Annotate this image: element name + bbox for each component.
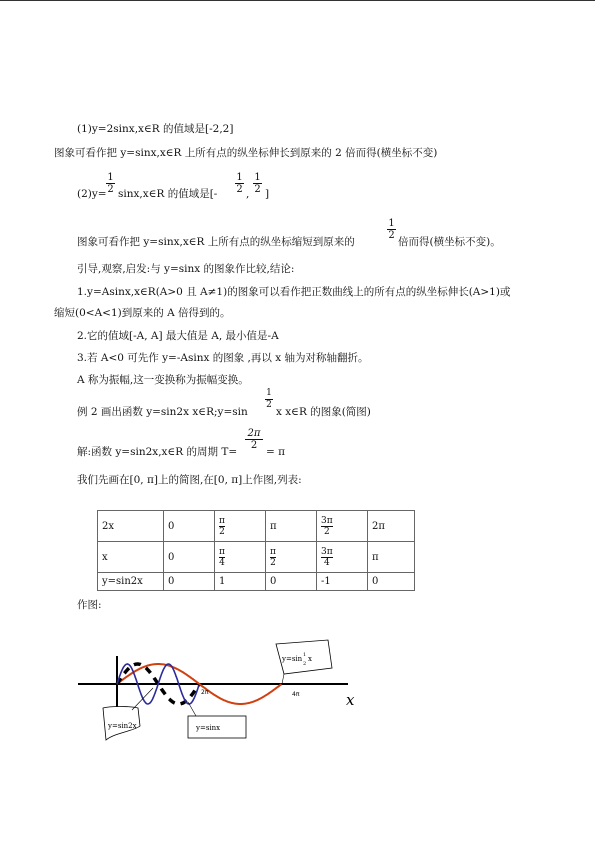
table-cell: -1 xyxy=(317,573,368,591)
line-4-suffix: 倍而得(横坐标不变)。 xyxy=(398,236,501,248)
line-3-prefix: (2)y= xyxy=(77,188,107,200)
table-cell: 2x xyxy=(98,511,164,542)
fraction-period: 2π 2 xyxy=(245,428,263,451)
table-row xyxy=(98,542,415,573)
label-sinhalf-x: x xyxy=(308,655,312,663)
callout-sinhalf-pointer xyxy=(282,674,284,684)
fraction-half-pos: 1 2 xyxy=(254,172,261,195)
line-3-comma: , xyxy=(246,188,250,200)
label-sinhalf-den: 2 xyxy=(303,661,307,667)
line-3-end: ] xyxy=(265,188,270,200)
callout-sin2x-pointer xyxy=(132,688,153,710)
line-5: 引导,观察,启发:与 y=sinx 的图象作比较,结论: xyxy=(77,263,295,275)
table-cell: 0 xyxy=(164,542,215,573)
line-2: 图象可看作把 y=sinx,x∈R 上所有点的纵坐标伸长到原来的 2 倍而得(横坐标不变) xyxy=(54,147,438,159)
line-11-prefix: 例 2 画出函数 y=sin2x x∈R;y=sin xyxy=(77,406,248,418)
line-3-mid: sinx,x∈R 的值域是[- xyxy=(118,188,218,200)
line-11-suffix: x x∈R 的图象(简图) xyxy=(276,406,371,418)
table-cell: 0 xyxy=(266,573,317,591)
line-13: 我们先画在[0, π]上的简图,在[0, π]上作图,列表: xyxy=(77,474,302,486)
table-row xyxy=(98,573,415,591)
line-9: 3.若 A<0 可先作 y=-Asinx 的图象 ,再以 x 轴为对称轴翻折。 xyxy=(77,352,369,364)
fraction-half: 1 2 xyxy=(107,172,114,195)
table-cell: $\frac{3\pi}{2}$ xyxy=(317,511,368,542)
table-cell: $\frac{\pi}{2}$ xyxy=(215,511,266,542)
table-cell: 0 xyxy=(368,573,415,591)
table-row xyxy=(98,511,415,542)
line-10: A 称为振幅,这一变换称为振幅变换。 xyxy=(77,374,249,386)
fraction-half-neg: 1 2 xyxy=(236,172,243,195)
label-sin2x: y=sin2x xyxy=(108,722,137,730)
table-cell: $\frac{\pi}{2}$ xyxy=(266,542,317,573)
line-14: 作图: xyxy=(77,599,102,611)
table-cell: π xyxy=(266,511,317,542)
line-4-prefix: 图象可看作把 y=sinx,x∈R 上所有点的纵坐标缩短到原来的 xyxy=(77,236,355,248)
callout-sinx-pointer xyxy=(188,702,196,716)
table-cell: y=sin2x xyxy=(98,573,164,591)
line-1: (1)y=2sinx,x∈R 的值域是[-2,2] xyxy=(77,123,234,135)
table-cell: 1 xyxy=(215,573,266,591)
table-cell: 0 xyxy=(164,511,215,542)
fraction-half-example: 1 2 xyxy=(266,388,272,410)
x-axis-label: x xyxy=(346,691,355,709)
label-sinhalf: y=sin xyxy=(282,655,303,663)
line-8: 2.它的值域[-A, A] 最大值是 A, 最小值是-A xyxy=(77,330,279,342)
label-sinhalf-num: 1 xyxy=(303,652,307,658)
table-cell: 0 xyxy=(164,573,215,591)
table-cell: $\frac{\pi}{4}$ xyxy=(215,542,266,573)
page-top-rule xyxy=(0,0,595,1)
table-cell: $\frac{3\pi}{4}$ xyxy=(317,542,368,573)
line-12-suffix: = π xyxy=(266,446,286,458)
tick-label-2pi: 2π xyxy=(201,689,209,696)
tick-label-4pi: 4π xyxy=(292,691,300,698)
line-7: 缩短(0<A<1)到原来的 A 倍得到的。 xyxy=(54,307,231,319)
sine-graph xyxy=(70,630,370,745)
value-table xyxy=(97,510,415,591)
label-sinx: y=sinx xyxy=(196,724,221,732)
fraction-half-shrink: 1 2 xyxy=(388,218,395,241)
line-6: 1.y=Asinx,x∈R(A>0 且 A≠1)的图象可以看作把正数曲线上的所有点的纵坐标伸长(A>1)或 xyxy=(77,286,511,298)
table-cell: x xyxy=(98,542,164,573)
line-12-prefix: 解:函数 y=sin2x,x∈R 的周期 T= xyxy=(77,446,238,458)
table-cell: 2π xyxy=(368,511,415,542)
table-cell: π xyxy=(368,542,415,573)
